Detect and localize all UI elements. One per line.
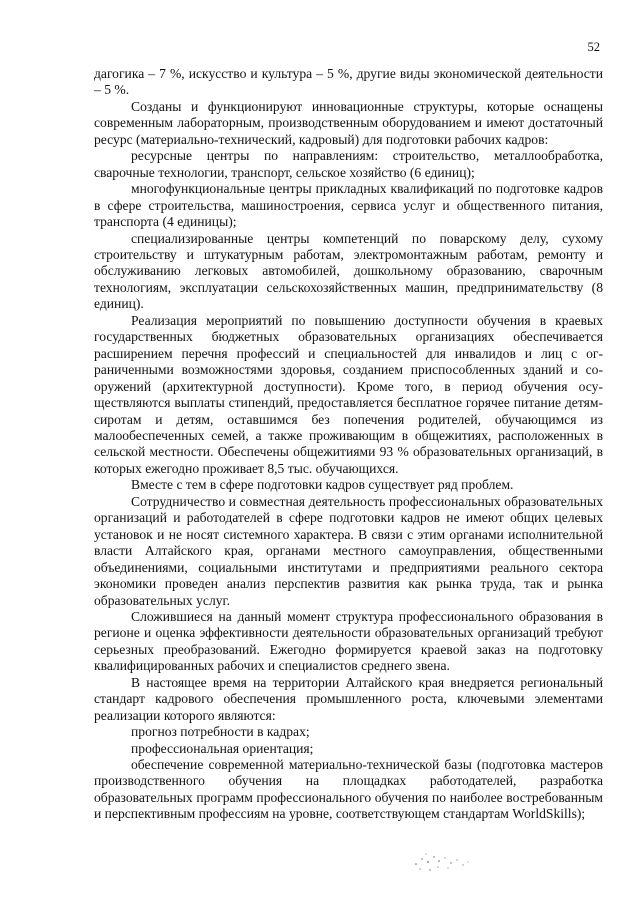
list-item-material-base: обеспечение современной материально-технической базы (подготовка мастеров производственного обучения на площадках работодателей, разработка образовательных программ профессионального обучения по наиболее востребованным и перспективным профессиям на уровне, соответствующем стандартам WorldSkills);: [94, 757, 603, 822]
paragraph-continuation: дагогика – 7 %, искусство и культура – 5 %, другие виды экономической деятельности – 5 %.: [94, 66, 603, 98]
paragraph-multifunctional-centers: многофункциональные центры прикладных квалификаций по подготовке кадров в сфере строительства, машиностроения, сервиса услуг и общественного питания, транспорта (4 единицы);: [94, 181, 603, 230]
paragraph-structure: Сложившиеся на данный момент структура профессионального образования в регионе и оценка эффективности деятельности образовательных организаций требуют серьезных преобразований. Ежегодно формируется краевой заказ на подготовку квалифицированных рабочих и специалистов среднего звена.: [94, 608, 603, 674]
list-item-forecast: прогноз потребности в кадрах;: [131, 724, 310, 740]
paragraph-resource-centers: ресурсные центры по направлениям: строительство, металлообработка, сварочные технологии, транспорт, сельское хозяйство (6 единиц);: [94, 148, 603, 180]
scan-artifact: [408, 850, 478, 876]
paragraph-cooperation: Сотрудничество и совместная деятельность профессиональных образовательных организаций и работодателей в сфере подготовки кадров не имеют общих целевых установок и не носят системного характера. В связи с этим органами исполнительной власти Алтайского края, органами местного самоуправления, общественными объединениями, социальными институтами и предприятиями реального сектора экономики проведен анализ перспектив развития как рынка труда, так и рынка образовательных услуг.: [94, 493, 603, 608]
paragraph-innovation-structures: Созданы и функционируют инновационные структуры, которые оснащены современным лабораторным, производственным оборудованием и имеют достаточный ресурс (материально-технический, кадровый) для подготовки рабочих кадров:: [94, 98, 603, 147]
paragraph-problems: Вместе с тем в сфере подготовки кадров существует ряд проблем.: [131, 477, 514, 493]
paragraph-regional-standard: В настоящее время на территории Алтайского края внедряется региональный стандарт кадрового обеспечения промышленного роста, ключевыми элементами реализации которого являются:: [94, 674, 603, 723]
page-number: 52: [587, 40, 600, 54]
list-item-orientation: профессиональная ориентация;: [131, 740, 314, 756]
paragraph-accessibility: Реализация мероприятий по повышению доступности обучения в краевых государственных бюджетных образовательных организациях обеспечивается расширением перечня профессий и специальностей для инвалидов и лиц с ограниченными возможностями здоровья, созданием приспособленных зданий и сооружений (архитектурной доступности). Кроме того, в период обучения осуществляются выплаты стипендий, предоставляется бесплатное горячее питание детям-сиротам и детям, оставшимся без попечения родителей, обучающимся из малообеспеченных семей, а также проживающим в общежитиях, расположенных в сельской местности. Обеспечены общежитиями 93 % образовательных организаций, в которых ежегодно проживает 8,5 тыс. обучающихся.: [94, 312, 603, 476]
body-text: [94, 66, 603, 823]
paragraph-competence-centers: специализированные центры компетенций по поварскому делу, сухому строительству и штукатурным работам, электромонтажным работам, ремонту и обслуживанию легковых автомобилей, дошкольному образованию, сварочным технологиям, эксплуатации сельскохозяйственных машин, предпринимательству (8 единиц).: [94, 230, 603, 312]
